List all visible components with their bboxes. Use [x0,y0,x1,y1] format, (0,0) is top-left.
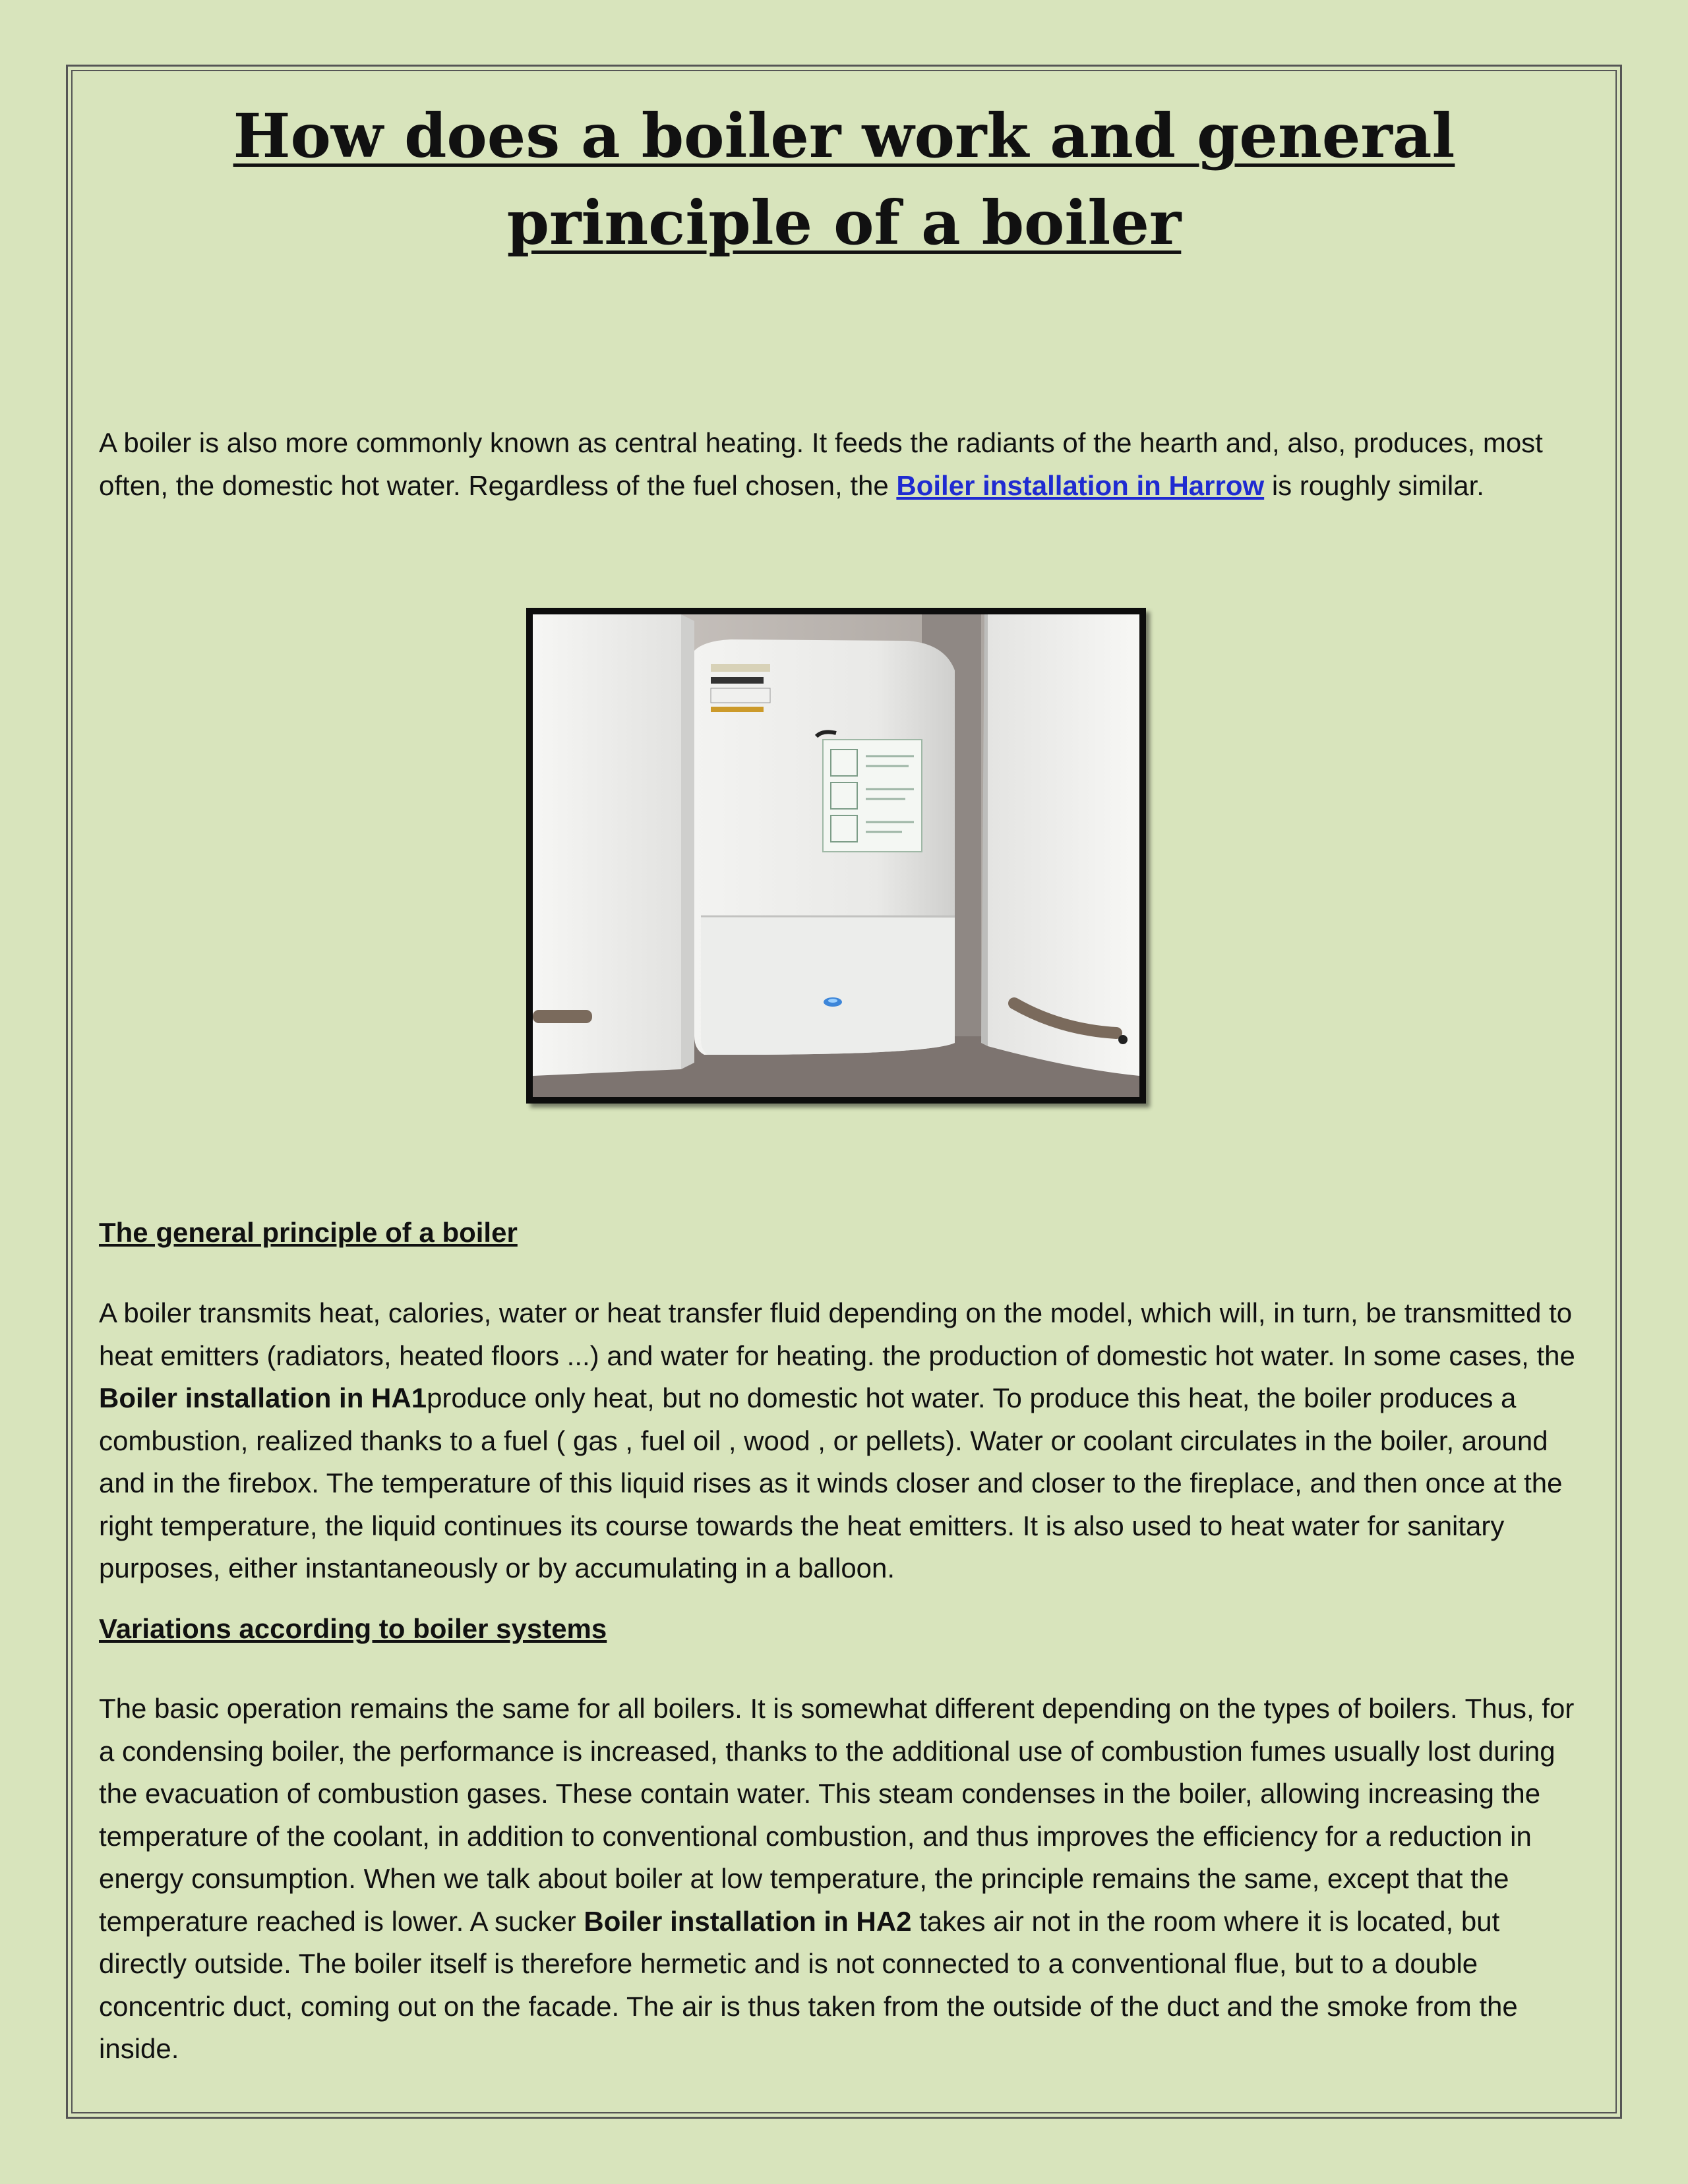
general-text-before-bold: A boiler transmits heat, calories, water or heat transfer fluid depending on the model, which will, in turn, be transmitted to heat emitters (radiators, heated floors ...) and water for heating. the production of domestic hot water. In some cases, the [99,1297,1575,1371]
intro-text-before-link: A boiler is also more commonly known as central heating. It feeds the radiants of the hearth and, also, produces, most often, the domestic hot water. Regardless of the fuel chosen, the [99,427,1543,501]
boiler-installation-harrow-link[interactable]: Boiler installation in Harrow [896,469,1265,501]
variations-paragraph [99,1688,1589,2071]
variations-text-before-bold: The basic operation remains the same for all boilers. It is somewhat different depending on the types of boilers. Thus, for a condensing boiler, the performance is increased, thanks to the additional use of combustion fumes usually lost during the evacuation of combustion gases. These contain water. This steam condenses in the boiler, allowing increasing the temperature of the coolant, in addition to conventional combustion, and thus improves the efficiency for a reduction in energy consumption. When we talk about boiler at low temperature, the principle remains the same, except that the temperature reached is lower. A sucker [99,1693,1575,1937]
general-text-after-bold: produce only heat, but no domestic hot water. To produce this heat, the boiler produces a combustion, realized thanks to a fuel ( gas , fuel oil , wood , or pellets). Water or coolant circulates in the boiler, around and in the firebox. The temperature of this liquid rises as it winds closer and closer to the fireplace, and then once at the right temperature, the liquid continues its course towards the heat emitters. It is also used to heat water for sanitary purposes, either instantaneously or by accumulating in a balloon. [99,1382,1563,1583]
section-heading-general-principle: The general principle of a boiler [99,1217,518,1248]
general-principle-paragraph [99,1292,1589,1590]
page-title: How does a boiler work and general principle of a boiler [233,100,1455,258]
section-heading-variations: Variations according to boiler systems [99,1613,607,1644]
intro-text-after-link: is roughly similar. [1264,469,1484,501]
variations-bold-term: Boiler installation in HA2 [584,1905,912,1937]
boiler-photo [526,608,1146,1104]
general-bold-term: Boiler installation in HA1 [99,1382,427,1413]
document-body [99,92,1589,2064]
variations-text-after-bold: takes air not in the room where it is located, but directly outside. The boiler itself is therefore hermetic and is not connected to a conventional flue, but to a double concentric duct, coming out on the facade. The air is thus taken from the outside of the duct and the smoke from the inside. [99,1905,1518,2064]
boiler-photo-illustration [533,614,1139,1097]
intro-paragraph [99,422,1589,507]
